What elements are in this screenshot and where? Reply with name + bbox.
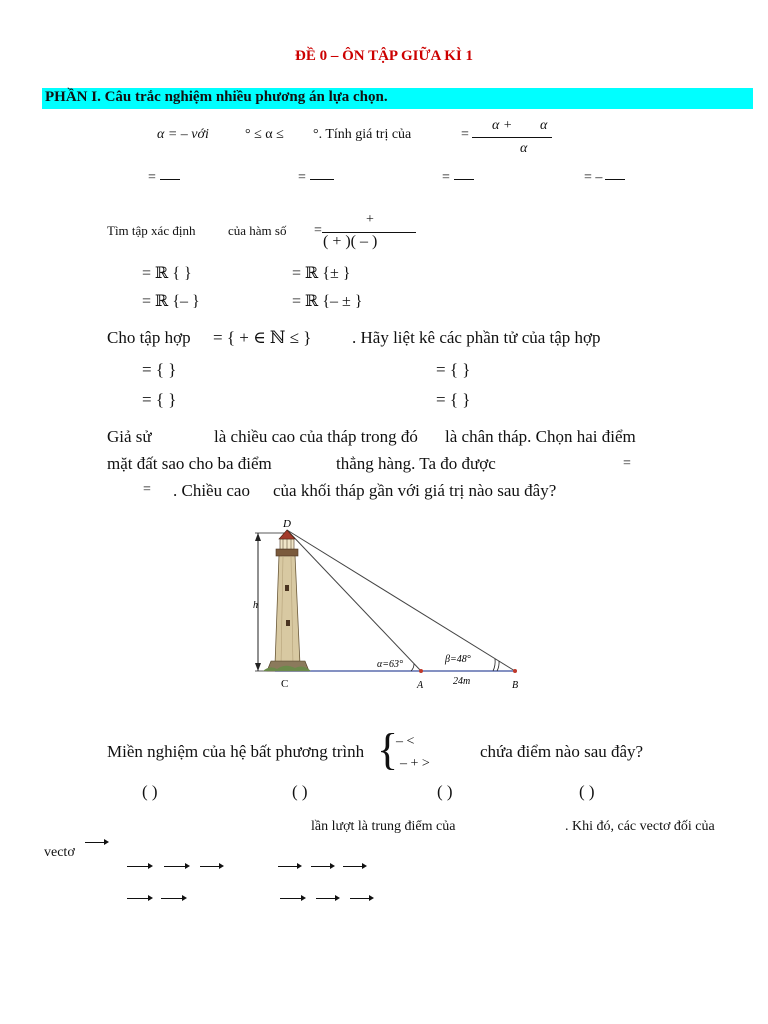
height-arrow-bottom: [255, 663, 261, 671]
q2-eq: =: [314, 223, 322, 238]
q5-option-c: ( ): [437, 782, 453, 801]
q5-inequality-1: – <: [396, 734, 415, 749]
q1-frac-num-a: α +: [492, 118, 513, 133]
section-title: PHẦN I. Câu trắc nghiệm nhiều phương án lựa chọn.: [45, 89, 388, 105]
q1-stem-b: ° ≤ α ≤: [245, 127, 284, 142]
vector-arrow-icon: [127, 898, 151, 899]
label-c: C: [281, 678, 289, 690]
vector-arrow-icon: [127, 866, 151, 867]
arrowhead-icon: [335, 895, 340, 901]
q4-line3-b: . Chiều cao: [173, 481, 250, 500]
label-d: D: [283, 518, 291, 530]
q3-stem-c: . Hãy liệt kê các phần tử của tập hợp: [352, 328, 601, 347]
q2-stem-a: Tìm tập xác định: [107, 223, 196, 238]
q4-line2-b: thẳng hàng. Ta đo được: [336, 454, 496, 473]
q3-stem-a: Cho tập hợp: [107, 328, 191, 347]
lighthouse-icon: [263, 530, 311, 671]
q3-option-b: = { }: [436, 360, 471, 379]
q1-option-d-bar: [605, 179, 625, 180]
q5-system-brace: {: [377, 725, 399, 774]
arrowhead-icon: [148, 895, 153, 901]
q3-option-a: = { }: [142, 360, 177, 379]
q2-numerator: +: [366, 212, 374, 227]
angle-beta-arc-2: [493, 659, 495, 671]
point-b: [513, 669, 517, 673]
q6-vector-bar: [85, 842, 107, 843]
q4-line1-a: Giả sử: [107, 427, 152, 446]
q6-stem-a: lần lượt là trung điểm của: [311, 819, 456, 834]
q1-option-d: = –: [584, 170, 603, 185]
q2-option-d: = ℝ {– ± }: [292, 293, 363, 310]
q5-option-b: ( ): [292, 782, 308, 801]
vector-arrow-icon: [316, 898, 338, 899]
vector-arrow-icon: [161, 898, 185, 899]
q1-option-a-bar: [160, 179, 180, 180]
q1-frac-num-b: α: [540, 118, 548, 133]
q4-line2-a: mặt đất sao cho ba điểm: [107, 454, 272, 473]
q4-line3-c: của khối tháp gần với giá trị nào sau đây?: [273, 481, 557, 500]
q4-line3-a: =: [143, 482, 151, 497]
label-h: h: [253, 600, 258, 611]
label-distance: 24m: [453, 676, 471, 687]
q4-line2-c: =: [623, 456, 631, 471]
q1-option-c: =: [442, 170, 450, 185]
arrowhead-icon: [297, 863, 302, 869]
arrowhead-icon: [148, 863, 153, 869]
lighthouse-figure: [245, 515, 535, 700]
label-angle-beta: β=48°: [445, 654, 471, 665]
label-angle-alpha: α=63°: [377, 659, 403, 670]
arrowhead-icon: [330, 863, 335, 869]
arrowhead-icon: [185, 863, 190, 869]
arrowhead-icon: [362, 863, 367, 869]
q6-stem-b: . Khi đó, các vectơ đối của: [565, 819, 715, 834]
q5-option-d: ( ): [579, 782, 595, 801]
angle-beta-arc: [497, 661, 499, 671]
height-arrow-top: [255, 533, 261, 541]
vector-arrow-icon: [343, 866, 365, 867]
vector-arrow-icon: [278, 866, 300, 867]
q3-set-definition: = { + ∈ ℕ ≤ }: [213, 328, 312, 347]
q1-eq: =: [461, 127, 469, 142]
q1-option-c-bar: [454, 179, 474, 180]
q1-frac-den: α: [520, 141, 528, 156]
vector-arrow-icon: [200, 866, 222, 867]
q3-option-d: = { }: [436, 390, 471, 409]
vector-arrow-icon: [164, 866, 188, 867]
q1-stem-c: °. Tính giá trị của: [313, 127, 412, 142]
q6-stem-c: vectơ: [44, 845, 75, 860]
section-header: [42, 88, 753, 109]
q1-option-a: =: [148, 170, 156, 185]
q5-inequality-2: – + >: [400, 756, 430, 771]
point-a: [419, 669, 423, 673]
q1-option-b: =: [298, 170, 306, 185]
q4-line1-b: là chiều cao của tháp trong đó: [214, 427, 418, 446]
q1-fraction-bar: [472, 137, 552, 138]
q2-stem-b: của hàm số: [228, 223, 287, 238]
q2-denominator: ( + )( – ): [323, 233, 378, 250]
label-b: B: [512, 680, 519, 691]
arrowhead-icon: [182, 895, 187, 901]
q5-stem-b: chứa điểm nào sau đây?: [480, 742, 644, 761]
q2-option-b: = ℝ {± }: [292, 265, 351, 282]
arrowhead-icon: [301, 895, 306, 901]
q1-stem-a: α = – với: [157, 127, 209, 142]
page-title: ĐỀ 0 – ÔN TẬP GIỮA KÌ 1: [295, 48, 473, 64]
q2-option-a: = ℝ { }: [142, 265, 192, 282]
arrowhead-icon: [219, 863, 224, 869]
vector-arrow-icon: [311, 866, 333, 867]
q2-option-c: = ℝ {– }: [142, 293, 200, 310]
arrowhead-icon: [104, 839, 109, 845]
vector-arrow-icon: [280, 898, 304, 899]
lighthouse-diagram: [245, 515, 535, 695]
q3-option-c: = { }: [142, 390, 177, 409]
arrowhead-icon: [369, 895, 374, 901]
q1-option-b-bar: [310, 179, 334, 180]
q5-option-a: ( ): [142, 782, 158, 801]
label-a: A: [417, 680, 424, 691]
angle-alpha-arc: [411, 664, 414, 671]
q4-line1-c: là chân tháp. Chọn hai điểm: [445, 427, 636, 446]
q5-stem-a: Miền nghiệm của hệ bất phương trình: [107, 742, 365, 761]
vector-arrow-icon: [350, 898, 372, 899]
